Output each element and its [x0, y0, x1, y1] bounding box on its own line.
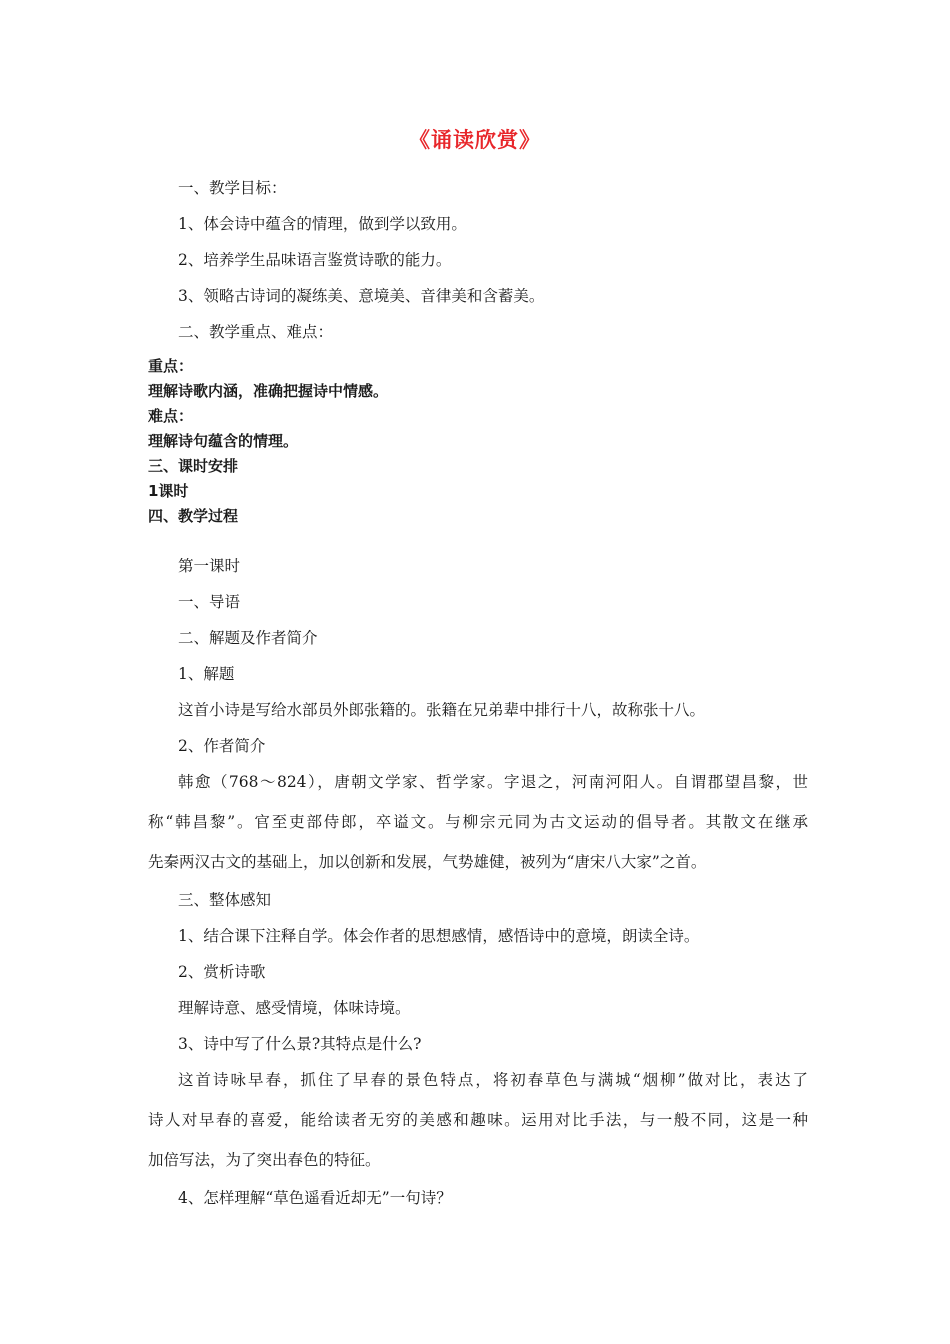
- section-heading-schedule: 三、课时安排: [148, 457, 239, 475]
- paragraph-line: 1、结合课下注释自学。体会作者的思想感情，感悟诗中的意境，朗读全诗。: [178, 927, 700, 945]
- paragraph-line: 称“韩昌黎”。官至吏部侍郎，卒谥文。与柳宗元同为古文运动的倡导者。其散文在继承: [148, 813, 808, 831]
- sub-heading-intro: 一、导语: [178, 593, 241, 611]
- sub-heading-title-author: 二、解题及作者简介: [178, 629, 318, 647]
- paragraph-line: 这首诗咏早春，抓住了早春的景色特点，将初春草色与满城“烟柳”做对比，表达了: [178, 1071, 808, 1089]
- paragraph-line: 诗人对早春的喜爱，能给读者无穷的美感和趣味。运用对比手法，与一般不同，这是一种: [148, 1111, 808, 1129]
- paragraph-line: 先秦两汉古文的基础上，加以创新和发展，气势雄健，被列为“唐宋八大家”之首。: [148, 853, 707, 871]
- item-heading: 3、诗中写了什么景?其特点是什么?: [178, 1035, 422, 1053]
- paragraph-line: 加倍写法，为了突出春色的特征。: [148, 1151, 381, 1169]
- key-point-text: 理解诗歌内涵，准确把握诗中情感。: [148, 382, 389, 400]
- objective-item: 2、培养学生品味语言鉴赏诗歌的能力。: [178, 251, 452, 269]
- item-heading: 2、作者简介: [178, 737, 266, 755]
- paragraph-line: 韩愈（768～824），唐朝文学家、哲学家。字退之，河南河阳人。自谓郡望昌黎，世: [178, 773, 808, 791]
- sub-heading-overview: 三、整体感知: [178, 891, 272, 909]
- paragraph-line: 理解诗意、感受情境，体味诗境。: [178, 999, 411, 1017]
- item-heading: 1、解题: [178, 665, 235, 683]
- objective-item: 3、领略古诗词的凝练美、意境美、音律美和含蓄美。: [178, 287, 545, 305]
- item-heading: 4、怎样理解“草色遥看近却无”一句诗？: [178, 1189, 452, 1207]
- paragraph-line: 这首小诗是写给水部员外郎张籍的。张籍在兄弟辈中排行十八，故称张十八。: [178, 701, 706, 719]
- difficulty-label: 难点：: [148, 407, 194, 425]
- difficulty-text: 理解诗句蕴含的情理。: [148, 432, 299, 450]
- key-point-label: 重点：: [148, 357, 194, 375]
- lesson-heading: 第一课时: [178, 557, 241, 575]
- document-title: 《诵读欣赏》: [409, 128, 541, 152]
- schedule-text: 1课时: [148, 482, 189, 500]
- section-heading-key-points: 二、教学重点、难点：: [178, 323, 334, 341]
- item-heading: 2、赏析诗歌: [178, 963, 266, 981]
- objective-item: 1、体会诗中蕴含的情理，做到学以致用。: [178, 215, 467, 233]
- section-heading-objectives: 一、教学目标：: [178, 179, 287, 197]
- section-heading-process: 四、教学过程: [148, 507, 239, 525]
